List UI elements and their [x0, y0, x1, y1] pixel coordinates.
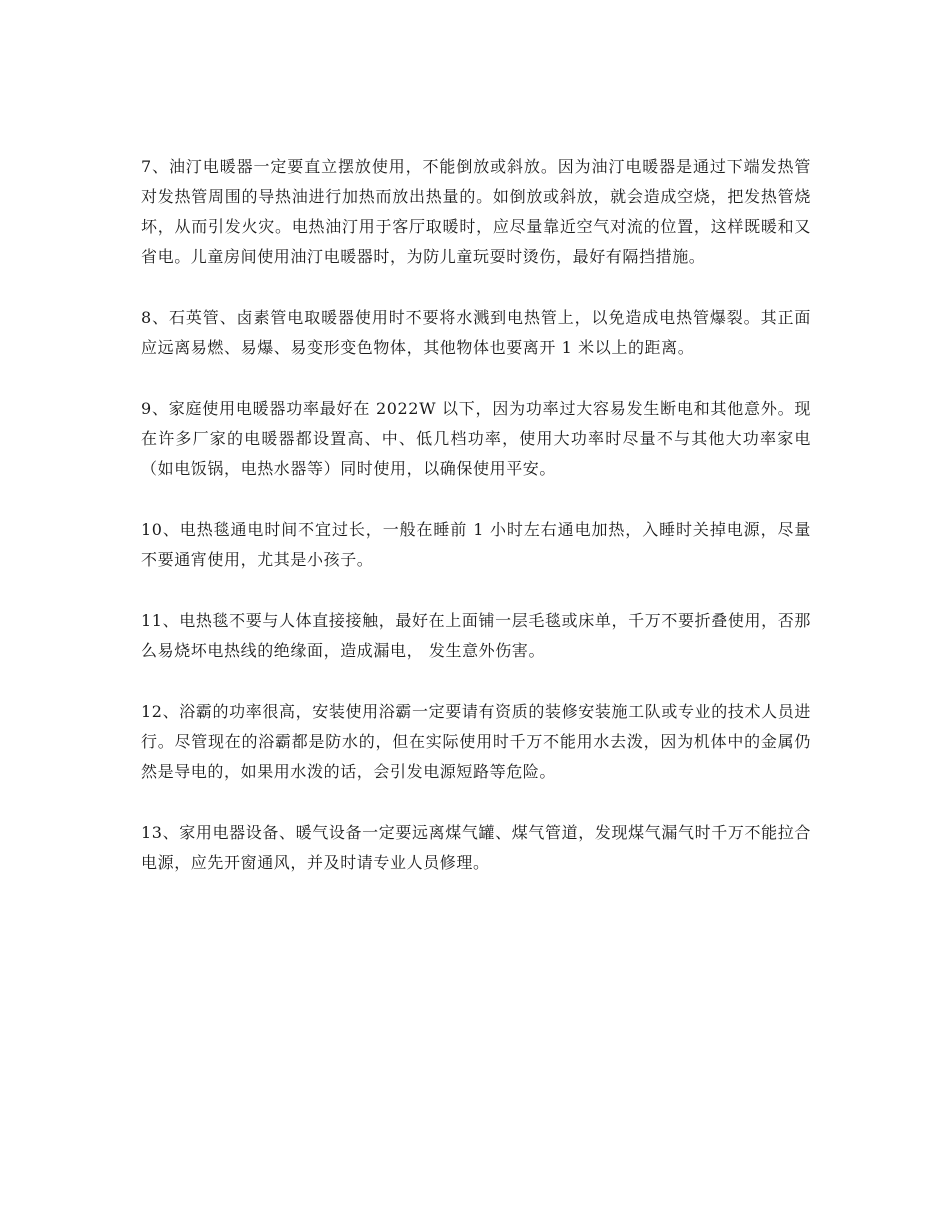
paragraph-8: 8、石英管、卤素管电取暖器使用时不要将水溅到电热管上，以免造成电热管爆裂。其正面应远离易燃、易爆、易变形变色物体，其他物体也要离开 1 米以上的距离。	[141, 308, 811, 357]
paragraph-10: 10、电热毯通电时间不宜过长，一般在睡前 1 小时左右通电加热，入睡时关掉电源，尽量不要通宵使用，尤其是小孩子。	[141, 520, 811, 569]
paragraph-11: 11、电热毯不要与人体直接接触，最好在上面铺一层毛毯或床单，千万不要折叠使用，否那么易烧坏电热线的绝缘面，造成漏电， 发生意外伤害。	[141, 611, 811, 660]
paragraph-13: 13、家用电器设备、暖气设备一定要远离煤气罐、煤气管道，发现煤气漏气时千万不能拉合电源，应先开窗通风，并及时请专业人员修理。	[141, 823, 811, 872]
paragraph-9: 9、家庭使用电暖器功率最好在 2022W 以下，因为功率过大容易发生断电和其他意外。现在许多厂家的电暖器都设置高、中、低几档功率，使用大功率时尽量不与其他大功率家电（如电饭锅，电热水器等）同时使用，以确保使用平安。	[141, 399, 811, 478]
document-body	[141, 152, 811, 909]
paragraph-7: 7、油汀电暖器一定要直立摆放使用，不能倒放或斜放。因为油汀电暖器是通过下端发热管对发热管周围的导热油进行加热而放出热量的。如倒放或斜放，就会造成空烧，把发热管烧坏，从而引发火灾。电热油汀用于客厅取暖时，应尽量靠近空气对流的位置，这样既暖和又省电。儿童房间使用油汀电暖器时，为防儿童玩耍时烫伤，最好有隔挡措施。	[141, 157, 811, 266]
paragraph-12: 12、浴霸的功率很高，安装使用浴霸一定要请有资质的装修安装施工队或专业的技术人员进行。尽管现在的浴霸都是防水的，但在实际使用时千万不能用水去泼，因为机体中的金属仍然是导电的，如果用水泼的话，会引发电源短路等危险。	[141, 702, 811, 781]
